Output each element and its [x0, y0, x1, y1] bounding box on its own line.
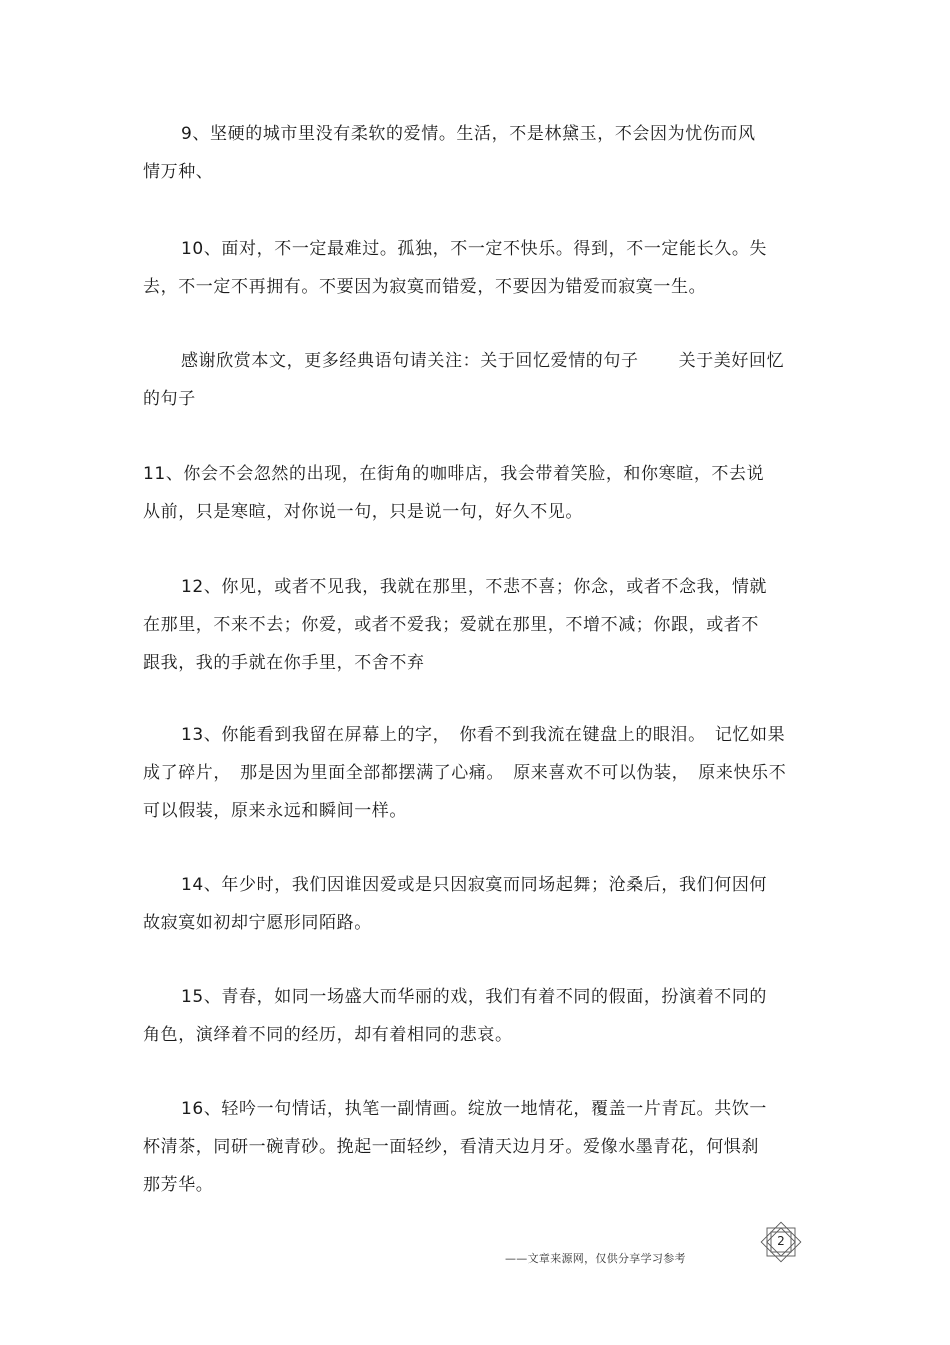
paragraph-16 [143, 1090, 808, 1204]
paragraph-line: 10、面对，不一定最难过。孤独，不一定不快乐。得到，不一定能长久。失 [181, 239, 768, 259]
paragraph-line: 可以假装，原来永远和瞬间一样。 [143, 801, 407, 821]
paragraph-line: 在那里，不来不去；你爱，或者不爱我；爱就在那里，不增不减；你跟，或者不 [143, 615, 759, 635]
paragraph-line: 12、你见，或者不见我，我就在那里，不悲不喜；你念，或者不念我，情就 [181, 577, 768, 597]
paragraph-10 [143, 230, 808, 306]
paragraph-line: 14、年少时，我们因谁因爱或是只因寂寞而同场起舞；沧桑后，我们何因何 [181, 875, 768, 895]
paragraph-line: 去，不一定不再拥有。不要因为寂寞而错爱，不要因为错爱而寂寞一生。 [143, 277, 707, 297]
paragraph-14 [143, 866, 808, 942]
paragraph-line: 9、坚硬的城市里没有柔软的爱情。生活，不是林黛玉，不会因为忧伤而风 [181, 124, 756, 144]
paragraph-line: 成了碎片， 那是因为里面全部都摆满了心痛。 原来喜欢不可以伪装， 原来快乐不 [143, 763, 787, 783]
paragraph-line: 杯清茶，同研一碗青砂。挽起一面轻纱，看清天边月牙。爱像水墨青花，何惧刹 [143, 1137, 759, 1157]
paragraph-line: 从前，只是寒暄，对你说一句，只是说一句，好久不见。 [143, 502, 583, 522]
paragraph-line: 13、你能看到我留在屏幕上的字， 你看不到我流在键盘上的眼泪。 记忆如果 [181, 725, 786, 745]
related-link-good-memories[interactable]: 关于美好回忆 [678, 351, 785, 371]
paragraph-12 [143, 568, 808, 682]
paragraph-line[interactable]: 的句子 [143, 389, 196, 409]
paragraph-line: 故寂寞如初却宁愿形同陌路。 [143, 913, 372, 933]
paragraph-line: 11、你会不会忽然的出现，在街角的咖啡店，我会带着笑脸，和你寒暄，不去说 [143, 464, 765, 484]
page-number: 2 [777, 1234, 785, 1248]
paragraph-9 [143, 115, 808, 191]
related-note-text: 感谢欣赏本文，更多经典语句请关注：关于回忆爱情的句子 [181, 351, 639, 371]
footer-source-text: ——文章来源网，仅供分享学习参考 [505, 1252, 686, 1265]
paragraph-15 [143, 978, 808, 1054]
paragraph-line: 情万种、 [143, 162, 214, 182]
paragraph-line [143, 342, 808, 380]
page-number-badge [757, 1220, 805, 1264]
paragraph-11 [143, 455, 808, 531]
paragraph-line: 16、轻吟一句情话，执笔一副情画。绽放一地情花，覆盖一片青瓦。共饮一 [181, 1099, 768, 1119]
related-articles-note [143, 342, 808, 418]
paragraph-line: 那芳华。 [143, 1175, 214, 1195]
paragraph-line: 15、青春，如同一场盛大而华丽的戏，我们有着不同的假面，扮演着不同的 [181, 987, 768, 1007]
paragraph-line: 跟我，我的手就在你手里，不舍不弃 [143, 653, 425, 673]
paragraph-13 [143, 716, 808, 830]
paragraph-line: 角色，演绎着不同的经历，却有着相同的悲哀。 [143, 1025, 513, 1045]
